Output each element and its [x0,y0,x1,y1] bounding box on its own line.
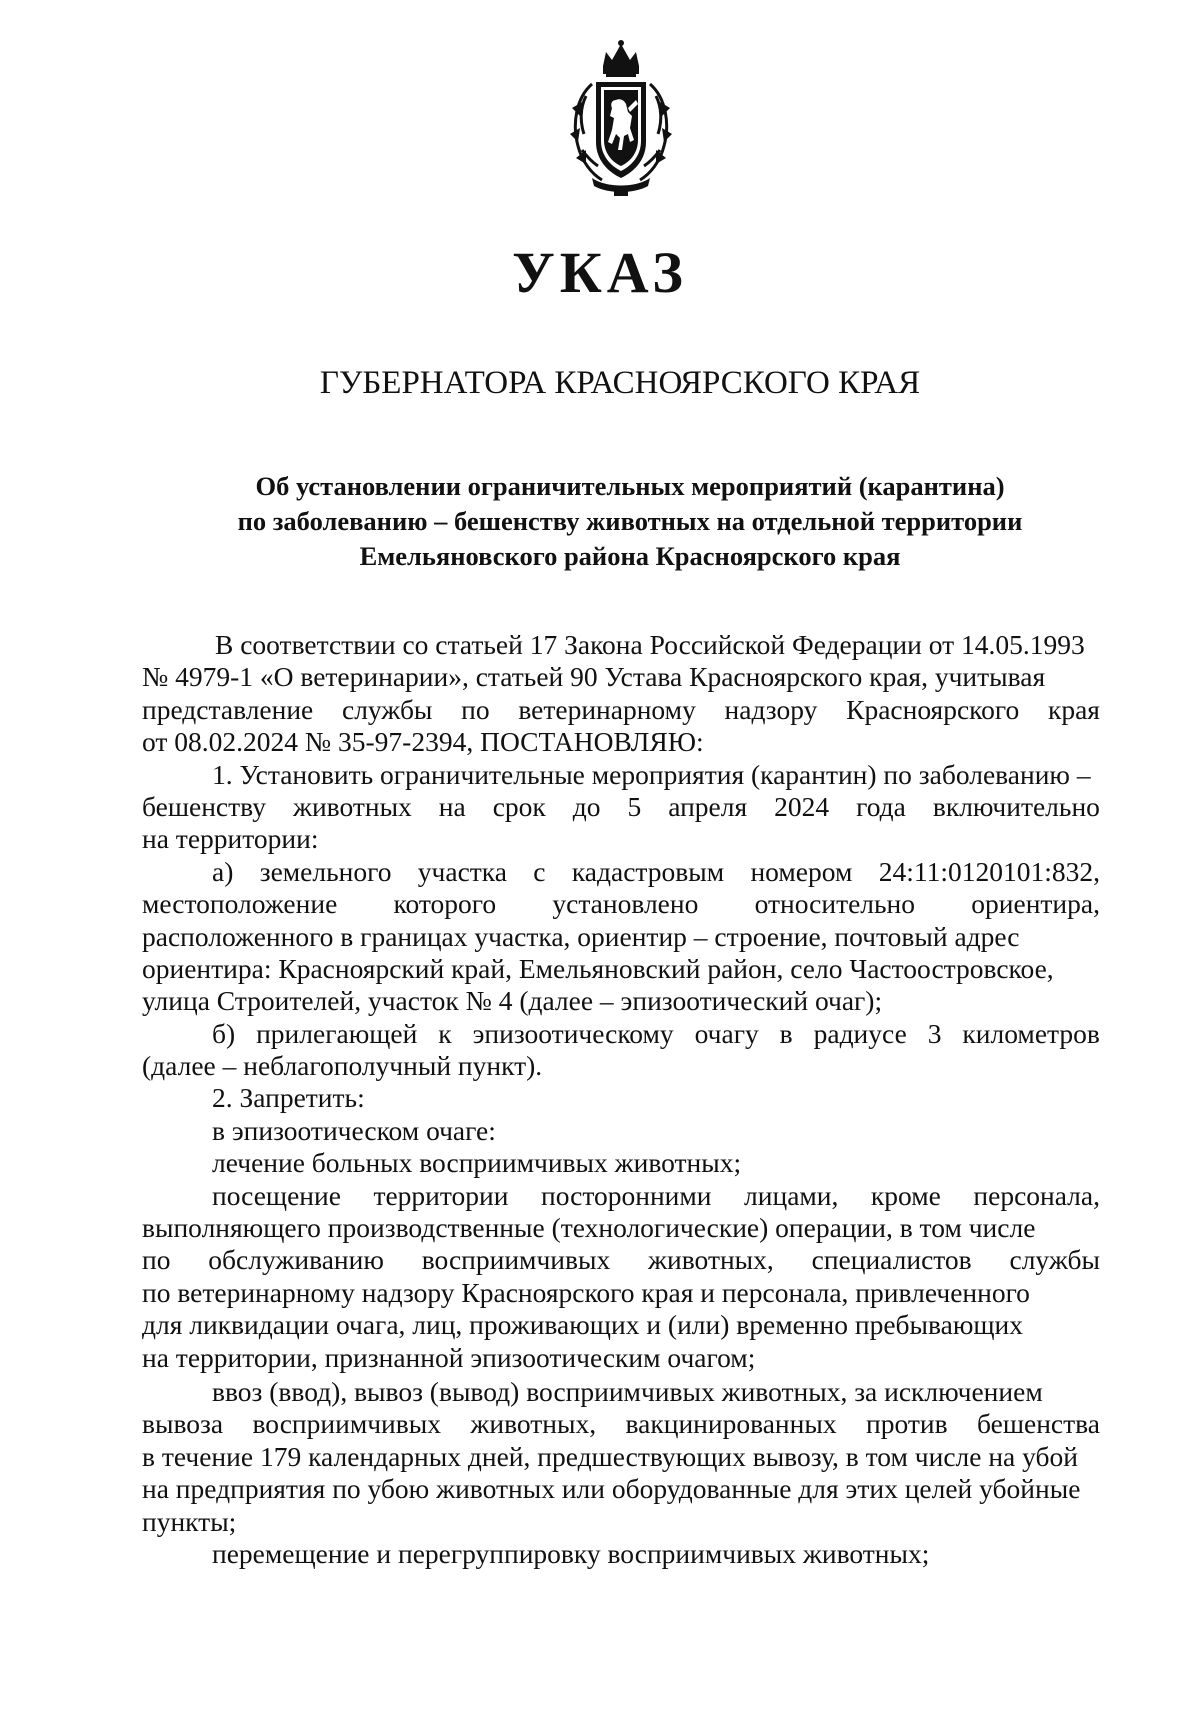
word: 24:11:0120101:832, [878,855,1100,887]
word: километров [962,1017,1100,1049]
word: очагу [694,1017,759,1049]
word: 5 [627,790,642,822]
word: кадастровым [571,855,725,887]
word: посещение [212,1179,341,1211]
text-line: на территории, признанной эпизоотическим очагом; [142,1341,756,1373]
word: вакцинированных [625,1408,837,1440]
text-line: 1. Установить ограничительные мероприятия (карантин) по заболеванию – [212,758,1091,790]
paragraph-place [142,1115,1100,1147]
word: включительно [932,790,1100,822]
text-line [142,1018,1100,1050]
paragraph-treatment-ban [142,1147,1100,1179]
word: бешенства [976,1408,1100,1440]
word: срок [492,790,546,822]
text-line: на предприятия по убою животных или оборудованные для этих целей убойные [142,1473,1081,1505]
word: 3 [927,1017,942,1049]
word: обслуживанию [208,1244,384,1276]
word: с [533,855,546,887]
word: установлено [552,888,699,920]
text-line: выполняющего производственные (технологические) операции, в том числе [142,1212,1036,1244]
word: до [572,790,601,822]
word: по [461,693,490,725]
paragraph-item-1a [142,856,1100,1018]
word: представление [142,693,314,725]
text-line: № 4979-1 «О ветеринарии», статьей 90 Устава Красноярского края, учитывая [142,661,1046,693]
title-line: по заболеванию – бешенству животных на отдельной территории [237,506,1023,536]
coat-of-arms-emblem [562,38,680,198]
word: ориентира, [971,888,1100,920]
word: Красноярского [846,693,1020,725]
word: края [1047,693,1100,725]
word: ветеринарному [518,693,696,725]
text-line: ввоз (ввод), вывоз (вывод) восприимчивых животных, за исключением [212,1375,1043,1407]
paragraph-movement-ban [142,1538,1100,1570]
text-line: перемещение и перегруппировку восприимчивых животных; [212,1537,930,1569]
word: животных, [648,1244,774,1276]
text-line: (далее – неблагополучный пункт). [142,1050,543,1082]
word: земельного [259,855,392,887]
word: местоположение [142,888,338,920]
word: к [438,1017,452,1049]
word: животных, [470,1408,597,1440]
text-line: от 08.02.2024 № 35-97-2394, ПОСТАНОВЛЯЮ: [142,726,704,758]
paragraph-item-1 [142,759,1100,856]
word: которого [393,888,497,920]
text-line [142,1180,1100,1212]
word: а) [212,855,234,887]
text-line [142,888,1100,920]
paragraph-preamble [142,629,1100,759]
title-line: Емельяновского района Красноярского края [359,541,901,571]
text-line: лечение больных восприимчивых животных; [212,1147,742,1179]
text-line [142,856,1100,888]
text-line [142,1244,1100,1276]
word: года [856,790,906,822]
paragraph-visit-ban [142,1180,1100,1374]
text-line: по ветеринарному надзору Красноярского края и персонала, привлеченного [142,1276,1030,1308]
word: службы [341,693,433,725]
decree-title [150,469,1110,574]
word: относительно [754,888,916,920]
word: номером [750,855,853,887]
word: надзору [724,693,818,725]
word: бешенству [142,790,266,822]
word: специалистов [811,1244,972,1276]
word: службы [1009,1244,1100,1276]
paragraph-import-ban [142,1376,1100,1538]
word: в [779,1017,793,1049]
word: животных [292,790,412,822]
word: восприимчивых [421,1244,611,1276]
word: на [438,790,466,822]
word: вывоза [142,1408,224,1440]
issuer-heading: ГУБЕРНАТОРА КРАСНОЯРСКОГО КРАЯ [319,365,921,401]
text-line [142,1408,1100,1440]
title-line: Об установлении ограничительных мероприятий (карантина) [255,471,1005,501]
word: апреля [668,790,748,822]
paragraph-item-2 [142,1082,1100,1114]
text-line: 2. Запретить: [212,1082,365,1114]
word: восприимчивых [252,1408,441,1440]
decree-body [142,629,1100,1570]
word: радиусе [813,1017,907,1049]
word: эпизоотическому [472,1017,674,1049]
text-line: для ликвидации очага, лиц, проживающих и (или) временно пребывающих [142,1309,1024,1341]
text-line: пункты; [142,1505,237,1537]
word: против [866,1408,948,1440]
word: персонала, [973,1179,1100,1211]
text-line: в эпизоотическом очаге: [212,1114,496,1146]
paragraph-item-1b [142,1018,1100,1083]
word: посторонними [540,1179,712,1211]
word: участка [417,855,507,887]
word: территории [373,1179,509,1211]
word: кроме [870,1179,941,1211]
word: по [142,1244,171,1276]
word: б) [212,1017,236,1049]
text-line: расположенного в границах участка, ориентир – строение, почтовый адрес [142,920,1020,952]
text-line [142,694,1100,726]
text-line: в течение 179 календарных дней, предшествующих вывозу, в том числе на убой [142,1440,1078,1472]
text-line: В соответствии со статьей 17 Закона Российской Федерации от 14.05.1993 [215,629,1085,660]
text-line [142,791,1100,823]
word: лицами, [744,1179,839,1211]
text-line: улица Строителей, участок № 4 (далее – эпизоотический очаг); [142,985,883,1017]
word: прилегающей [256,1017,418,1049]
document-type-heading: УКАЗ [512,240,688,305]
text-line: ориентира: Красноярский край, Емельяновский район, село Частоостровское, [142,952,1054,984]
text-line: на территории: [142,823,319,855]
word: 2024 [774,790,830,822]
